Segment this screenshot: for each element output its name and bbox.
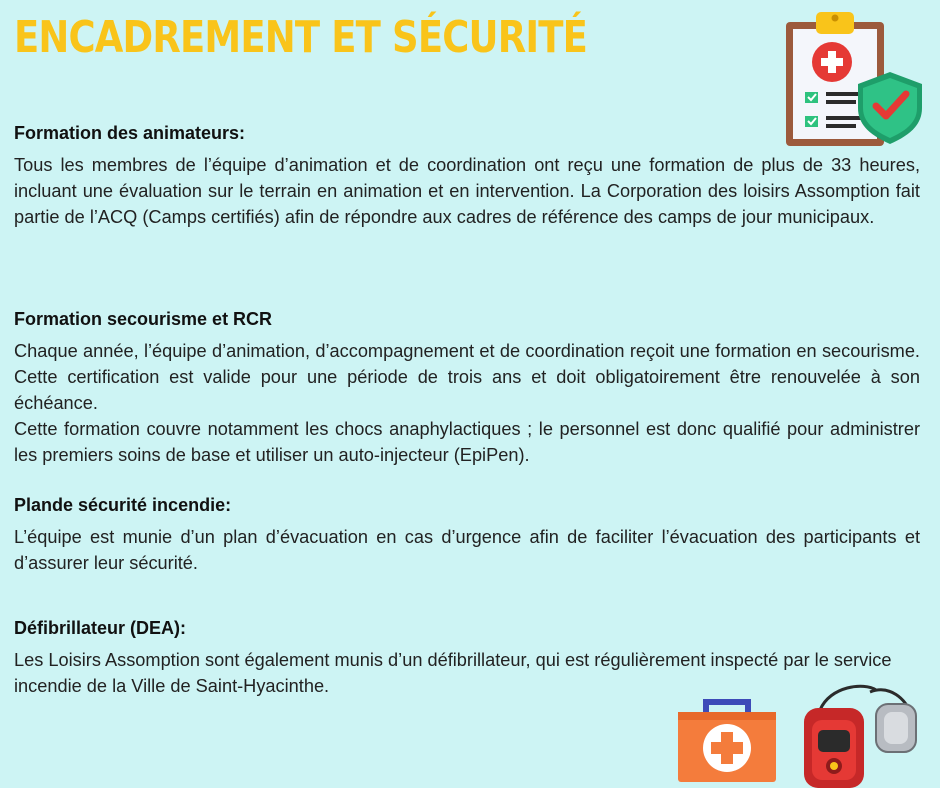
section-securite-incendie	[14, 492, 920, 576]
section-paragraph: Les Loisirs Assomption sont également munis d’un défibrillateur, qui est régulièrement inspecté par le service incendie de la Ville de Saint-Hyacinthe.	[14, 650, 892, 696]
section-heading: Formation des animateurs:	[14, 123, 246, 143]
section-heading: Défibrillateur (DEA):	[14, 618, 187, 638]
section-defibrillateur	[14, 615, 920, 699]
first-aid-kit-icon	[676, 698, 778, 784]
section-secourisme-rcr	[14, 306, 920, 468]
section-paragraph: L’équipe est munie d’un plan d’évacuation en cas d’urgence afin de faciliter l’évacuation des participants et d’assurer leur sécurité.	[14, 527, 920, 573]
page-title: ENCADREMENT ET SÉCURITÉ	[14, 12, 588, 63]
section-heading: Plande sécurité incendie:	[14, 495, 232, 515]
defibrillator-icon	[800, 684, 926, 788]
section-paragraph: Tous les membres de l’équipe d’animation et de coordination ont reçu une formation de plus de 33 heures, incluant une évaluation sur le terrain en animation et en intervention. La Corporation des loisirs Assomption fait partie de l’ACQ (Camps certifiés) afin de répondre aux cadres de référence des camps de jour municipaux.	[14, 155, 920, 227]
section-paragraph: Cette formation couvre notamment les chocs anaphylactiques ; le personnel est donc qualifié pour administrer les premiers soins de base et utiliser un auto-injecteur (EpiPen).	[14, 419, 920, 465]
section-paragraph: Chaque année, l’équipe d’animation, d’accompagnement et de coordination reçoit une formation en secourisme. Cette certification est valide pour une période de trois ans et doit obligatoirement être renouvelée à son échéance.	[14, 341, 920, 413]
section-formation-animateurs	[14, 120, 920, 230]
section-heading: Formation secourisme et RCR	[14, 309, 273, 329]
